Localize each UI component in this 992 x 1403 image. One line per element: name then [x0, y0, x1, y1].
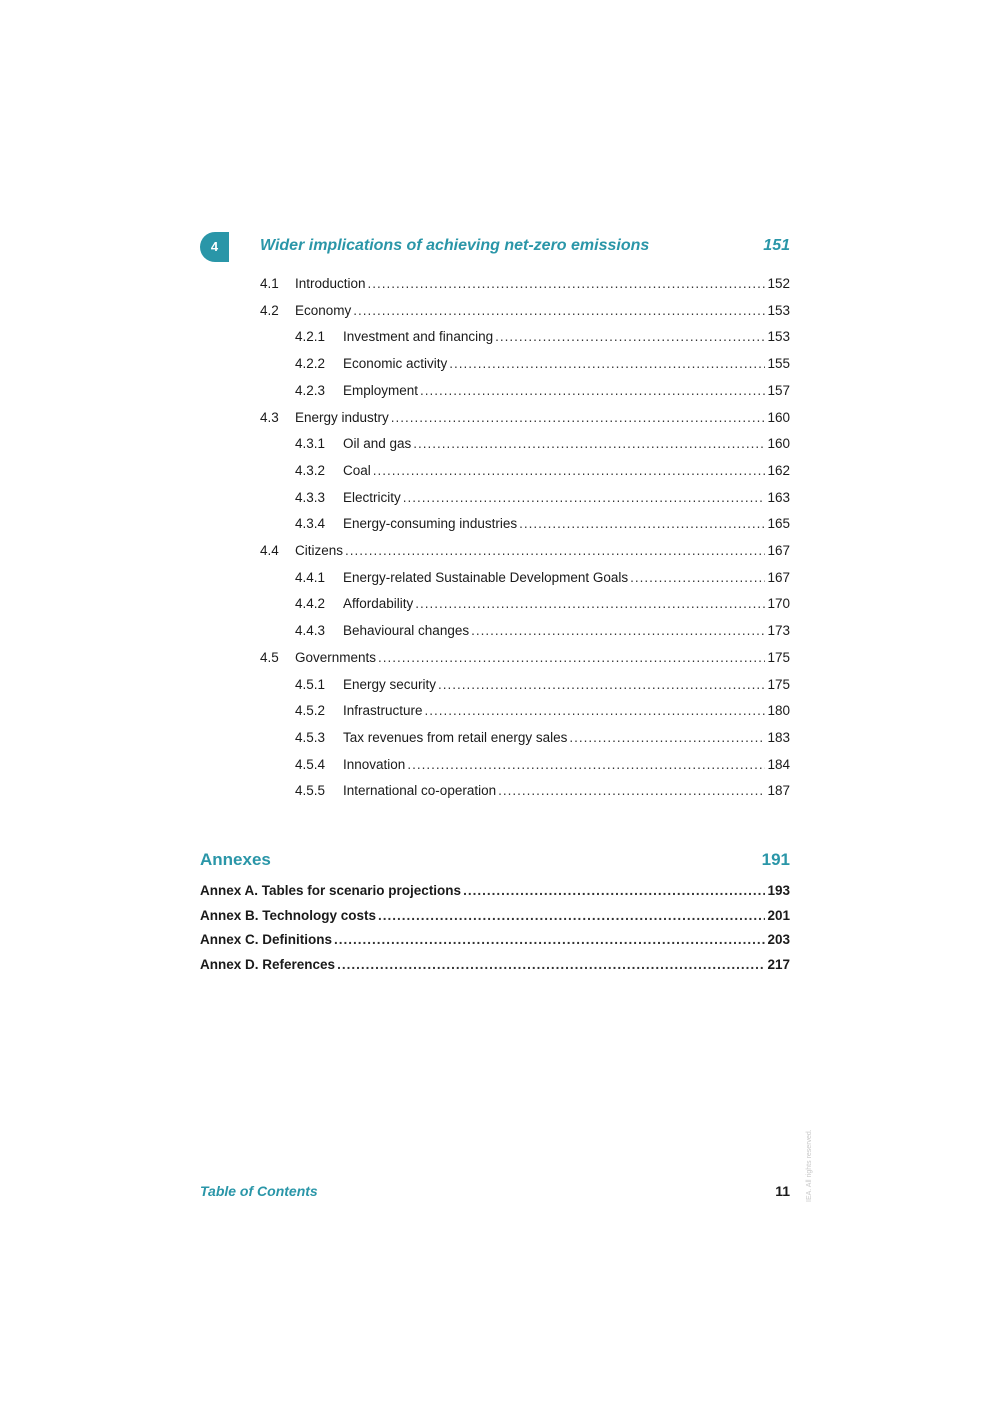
toc-entry-page: 162 — [767, 462, 790, 478]
toc-entry[interactable] — [260, 276, 790, 296]
toc-entry-page: 160 — [767, 436, 790, 452]
toc-entry-page: 167 — [767, 543, 790, 558]
annex-entry-label[interactable]: Annex B. Technology costs — [200, 907, 377, 923]
toc-entry-number: 4.2.3 — [295, 382, 326, 398]
toc-dot-leader — [368, 276, 766, 291]
chapter-page-number: 151 — [763, 237, 790, 254]
toc-entry[interactable] — [295, 490, 790, 510]
toc-entry[interactable] — [295, 383, 790, 403]
toc-dot-leader — [449, 356, 765, 371]
toc-dot-leader — [345, 543, 765, 558]
toc-dot-leader — [378, 650, 765, 665]
annex-entry[interactable] — [200, 908, 790, 928]
footer-page-number: 11 — [775, 1183, 790, 1199]
toc-dot-leader — [373, 463, 766, 478]
toc-entry-label[interactable]: Economic activity — [343, 356, 448, 372]
toc-dot-leader — [378, 908, 765, 923]
toc-dot-leader — [420, 383, 765, 398]
toc-entry-label[interactable]: Introduction — [295, 276, 366, 291]
toc-dot-leader — [519, 516, 765, 531]
toc-entry-number: 4.3.3 — [295, 489, 326, 505]
toc-entry[interactable] — [295, 783, 790, 803]
toc-entry-label[interactable]: Behavioural changes — [343, 623, 470, 639]
toc-entry-number: 4.3.1 — [295, 436, 326, 452]
copyright-watermark: IEA. All rights reserved. — [806, 1129, 813, 1202]
toc-dot-leader — [334, 932, 765, 947]
annexes-heading — [200, 848, 790, 874]
annex-entry-page: 193 — [767, 883, 790, 898]
toc-entry-number: 4.2.1 — [295, 329, 326, 345]
annex-entry[interactable] — [200, 932, 790, 952]
toc-entry-number: 4.1 — [260, 276, 279, 291]
toc-entry-label[interactable]: Infrastructure — [343, 703, 423, 719]
toc-dot-leader — [498, 783, 765, 798]
toc-entry-page: 184 — [767, 756, 790, 772]
toc-entry-label[interactable]: Coal — [343, 462, 371, 478]
toc-dot-leader — [463, 883, 765, 898]
annex-entry[interactable] — [200, 957, 790, 977]
toc-entry-label[interactable]: Electricity — [343, 489, 401, 505]
toc-entry[interactable] — [295, 436, 790, 456]
toc-dot-leader — [438, 677, 765, 692]
toc-dot-leader — [569, 730, 765, 745]
toc-entry-number: 4.5 — [260, 649, 279, 665]
toc-entry-number: 4.5.4 — [295, 756, 326, 772]
annex-entry-page: 201 — [767, 907, 790, 923]
toc-dot-leader — [403, 490, 766, 505]
toc-entry[interactable] — [295, 329, 790, 349]
toc-entry-page: 153 — [767, 329, 790, 345]
annex-entry-page: 203 — [767, 932, 790, 947]
toc-entry[interactable] — [260, 303, 790, 323]
toc-entry-number: 4.4.2 — [295, 596, 326, 612]
toc-entry-number: 4.2 — [260, 302, 279, 318]
chapter-heading — [200, 232, 790, 262]
toc-entry-label[interactable]: Affordability — [343, 596, 414, 612]
toc-dot-leader — [415, 596, 765, 611]
toc-entry-label[interactable]: Energy security — [343, 676, 437, 692]
toc-entry-page: 155 — [767, 356, 790, 372]
toc-entry-label[interactable]: Investment and financing — [343, 329, 494, 345]
annexes-page-number: 191 — [761, 850, 790, 869]
toc-entry[interactable] — [295, 730, 790, 750]
toc-entry-label[interactable]: Energy-related Sustainable Development Goals — [343, 569, 629, 585]
toc-entry-label[interactable]: Governments — [295, 649, 377, 665]
footer-title: Table of Contents — [200, 1183, 318, 1199]
toc-entry-label[interactable]: Employment — [343, 382, 419, 398]
annex-entry-label[interactable]: Annex D. References — [200, 956, 336, 972]
toc-entry-label[interactable]: International co-operation — [343, 783, 497, 799]
toc-entry[interactable] — [295, 623, 790, 643]
toc-entry-number: 4.3.2 — [295, 462, 326, 478]
toc-entry-page: 152 — [767, 276, 790, 291]
toc-entry-page: 180 — [767, 703, 790, 719]
toc-entry-number: 4.4 — [260, 543, 279, 558]
toc-dot-leader — [353, 303, 765, 318]
toc-dot-leader — [495, 329, 765, 344]
toc-entry-number: 4.4.1 — [295, 569, 326, 585]
annex-entry-page: 217 — [767, 956, 790, 972]
toc-entry-page: 170 — [767, 596, 790, 612]
toc-entry[interactable] — [295, 570, 790, 590]
toc-entry-page: 175 — [767, 649, 790, 665]
toc-entry[interactable] — [260, 543, 790, 563]
toc-entry-number: 4.5.1 — [295, 676, 326, 692]
toc-dot-leader — [391, 410, 766, 425]
toc-entry-page: 160 — [767, 409, 790, 425]
toc-entry-number: 4.3 — [260, 409, 279, 425]
toc-entry-label[interactable]: Energy industry — [295, 409, 389, 425]
toc-dot-leader — [471, 623, 765, 638]
toc-entry-number: 4.5.2 — [295, 703, 326, 719]
toc-entry[interactable] — [295, 516, 790, 536]
toc-entry-page: 187 — [767, 783, 790, 799]
annex-entry[interactable] — [200, 883, 790, 903]
toc-dot-leader — [407, 757, 765, 772]
toc-entry-page: 157 — [767, 382, 790, 398]
toc-entry-label[interactable]: Innovation — [343, 756, 406, 772]
annex-entry-label[interactable]: Annex C. Definitions — [200, 932, 333, 947]
toc-entry[interactable] — [295, 463, 790, 483]
toc-entry-page: 163 — [767, 489, 790, 505]
toc-entry-page: 183 — [767, 729, 790, 745]
toc-entry-label[interactable]: Oil and gas — [343, 436, 412, 452]
annexes-title[interactable]: Annexes — [200, 850, 271, 869]
toc-entry-label[interactable]: Citizens — [295, 543, 344, 558]
toc-entry-number: 4.5.5 — [295, 783, 326, 799]
chapter-number-tab: 4 — [200, 232, 229, 262]
toc-dot-leader — [425, 703, 766, 718]
toc-entry-page: 165 — [767, 516, 790, 532]
toc-entry[interactable] — [260, 410, 790, 430]
toc-dot-leader — [413, 436, 765, 451]
toc-entry-label[interactable]: Economy — [295, 302, 352, 318]
toc-entry-number: 4.5.3 — [295, 729, 326, 745]
toc-entry-page: 175 — [767, 676, 790, 692]
toc-entry-label[interactable]: Tax revenues from retail energy sales — [343, 729, 568, 745]
toc-entry-page: 167 — [767, 569, 790, 585]
toc-entry-number: 4.2.2 — [295, 356, 326, 372]
annex-entry-label[interactable]: Annex A. Tables for scenario projections — [200, 883, 462, 898]
toc-dot-leader — [630, 570, 765, 585]
toc-entry-page: 153 — [767, 302, 790, 318]
toc-entry[interactable] — [295, 596, 790, 616]
toc-entry[interactable] — [295, 757, 790, 777]
toc-entry-label[interactable]: Energy-consuming industries — [343, 516, 518, 532]
toc-dot-leader — [337, 957, 765, 972]
toc-entry-number: 4.4.3 — [295, 623, 326, 639]
toc-entry[interactable] — [295, 703, 790, 723]
toc-entry[interactable] — [295, 356, 790, 376]
toc-entry[interactable] — [260, 650, 790, 670]
toc-entry[interactable] — [295, 677, 790, 697]
toc-entry-page: 173 — [767, 623, 790, 639]
toc-entry-number: 4.3.4 — [295, 516, 326, 532]
chapter-title[interactable]: Wider implications of achieving net-zero emissions — [260, 237, 650, 254]
